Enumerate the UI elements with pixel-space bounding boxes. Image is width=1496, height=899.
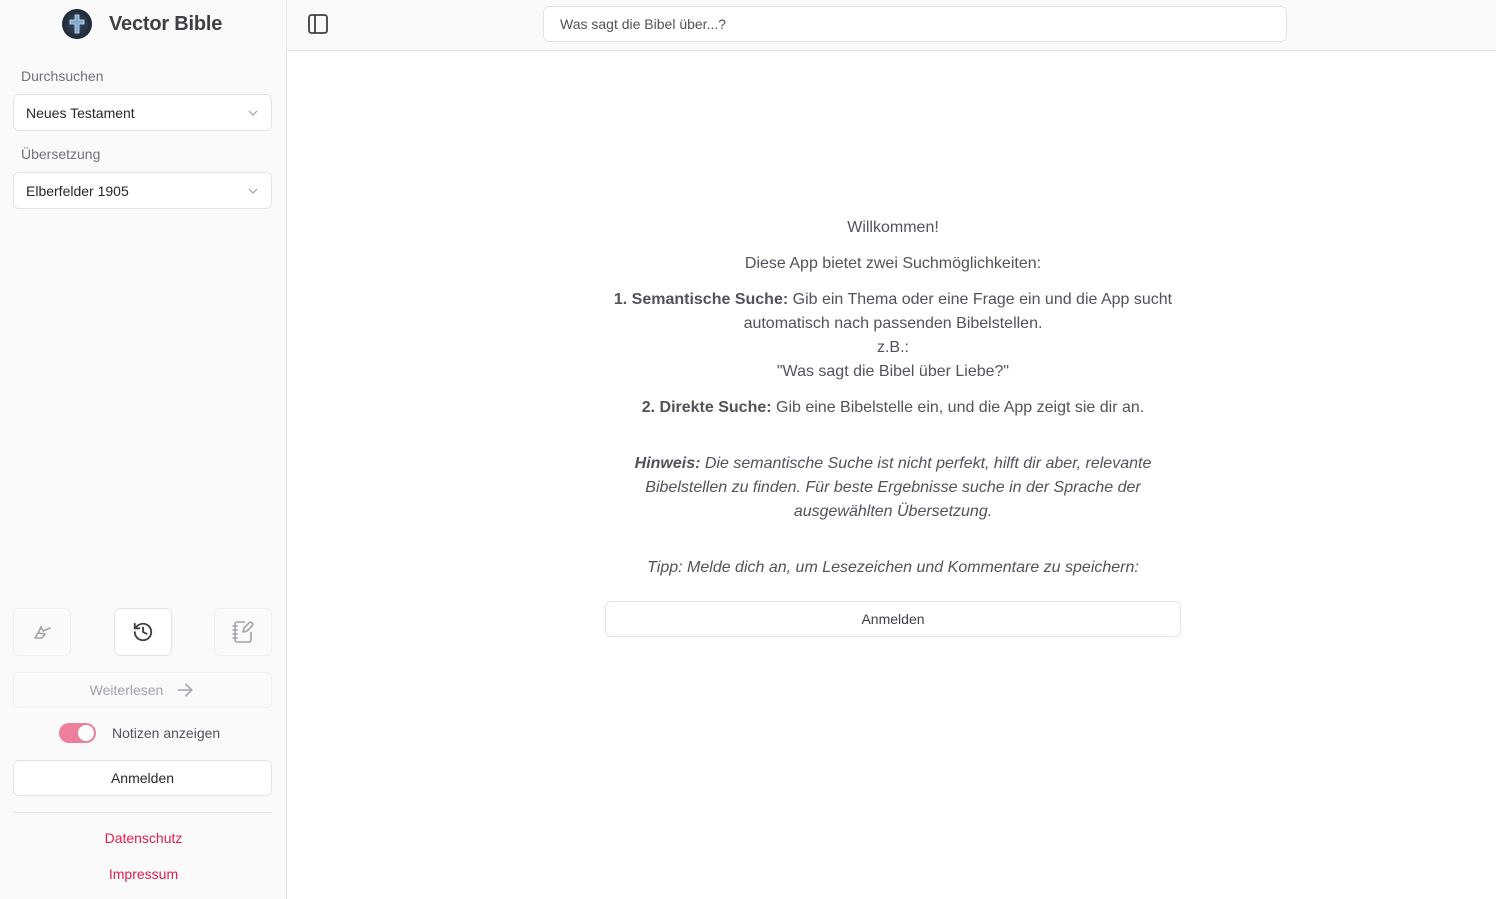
search-scope-value: Neues Testament bbox=[26, 104, 135, 121]
main-content bbox=[287, 0, 1496, 899]
imprint-link[interactable]: Impressum bbox=[108, 866, 179, 882]
search-scope-label: Durchsuchen bbox=[21, 68, 104, 84]
notebook-button[interactable] bbox=[214, 608, 272, 656]
hint-label: Hinweis: bbox=[634, 455, 701, 472]
notebook-pen-icon bbox=[231, 620, 255, 644]
sidebar-toggle-button[interactable] bbox=[307, 13, 329, 35]
search-scope-select[interactable] bbox=[13, 94, 272, 131]
sidebar-login-button[interactable]: Anmelden bbox=[13, 760, 272, 796]
option-direct-text: Gib eine Bibelstelle ein, und die App zeigt sie dir an. bbox=[771, 399, 1145, 416]
highlighter-icon bbox=[30, 620, 54, 644]
option-semantic-text: Gib ein Thema oder eine Frage ein und die App sucht automatisch nach passenden Bibelstellen. bbox=[743, 291, 1173, 332]
example-label: z.B.: bbox=[876, 339, 909, 356]
translation-label: Übersetzung bbox=[21, 146, 101, 162]
tip-text: Tipp: Melde dich an, um Lesezeichen und Kommentare zu speichern: bbox=[647, 559, 1139, 576]
history-button[interactable] bbox=[114, 608, 172, 656]
hint-body: Die semantische Suche ist nicht perfekt, hilft dir aber, relevante Bibelstellen zu finden. Für beste Ergebnisse suche in der Sprache der ausgewählten Übersetzung. bbox=[645, 455, 1152, 520]
chevron-down-icon bbox=[247, 107, 259, 119]
notes-toggle[interactable] bbox=[59, 723, 96, 743]
example-query: "Was sagt die Bibel über Liebe?" bbox=[776, 363, 1010, 380]
notes-toggle-row[interactable] bbox=[59, 723, 220, 743]
welcome-panel bbox=[605, 216, 1181, 592]
translation-value: Elberfelder 1905 bbox=[26, 182, 129, 199]
notes-toggle-label: Notizen anzeigen bbox=[112, 725, 221, 741]
highlighter-button[interactable] bbox=[13, 608, 71, 656]
history-icon bbox=[132, 621, 154, 643]
welcome-intro: Diese App bietet zwei Suchmöglichkeiten: bbox=[744, 255, 1042, 272]
option-direct bbox=[605, 396, 1181, 420]
cross-logo-icon bbox=[62, 9, 92, 39]
divider bbox=[13, 812, 272, 813]
option-direct-label: 2. Direkte Suche: bbox=[641, 399, 772, 416]
app-title: Vector Bible bbox=[109, 12, 223, 35]
arrow-right-icon bbox=[175, 680, 195, 700]
toggle-knob bbox=[78, 725, 94, 741]
hint-text bbox=[605, 452, 1181, 524]
option-semantic bbox=[605, 288, 1181, 384]
search-input[interactable] bbox=[543, 6, 1287, 42]
continue-reading-button[interactable] bbox=[13, 672, 272, 708]
continue-reading-label: Weiterlesen bbox=[89, 682, 164, 698]
brand[interactable] bbox=[62, 8, 222, 40]
translation-select[interactable] bbox=[13, 172, 272, 209]
topbar bbox=[287, 0, 1496, 51]
welcome-title: Willkommen! bbox=[847, 219, 939, 236]
option-semantic-label: 1. Semantische Suche: bbox=[613, 291, 789, 308]
privacy-link[interactable]: Datenschutz bbox=[104, 830, 183, 846]
main-login-button[interactable]: Anmelden bbox=[605, 601, 1181, 637]
panel-left-icon bbox=[307, 13, 329, 35]
sidebar bbox=[0, 0, 287, 899]
chevron-down-icon bbox=[247, 185, 259, 197]
